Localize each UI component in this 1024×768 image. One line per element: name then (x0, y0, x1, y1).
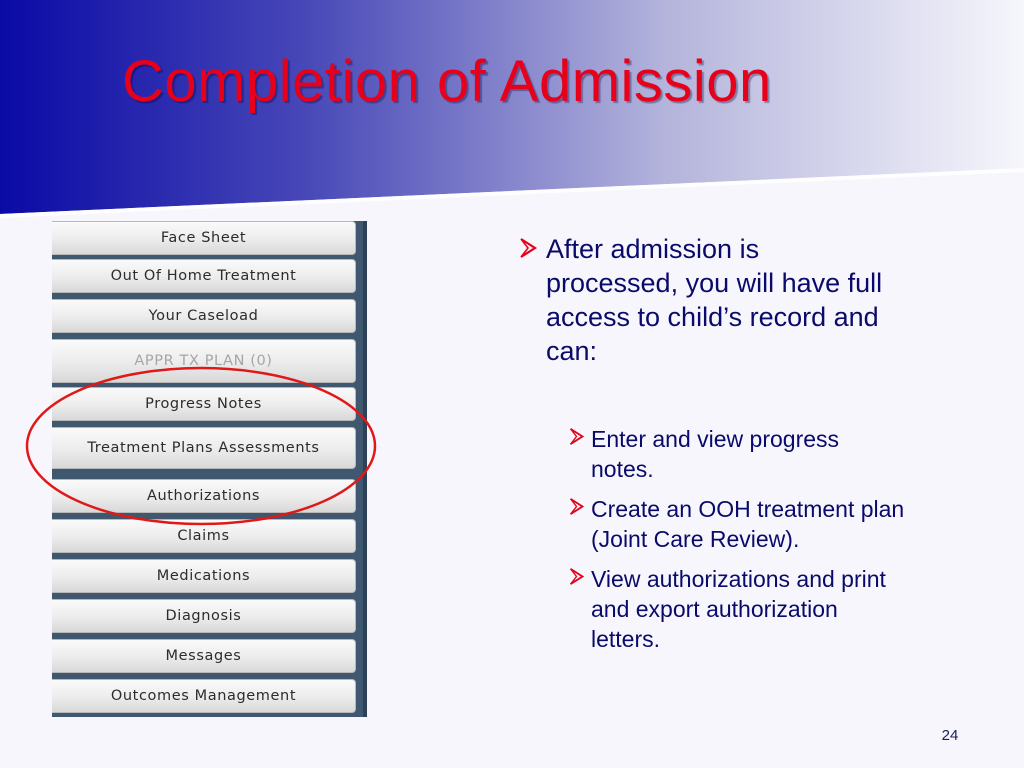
arrow-bullet-icon (568, 496, 585, 517)
sub-bullet (568, 424, 908, 484)
menu-item-treatment-plans-assessments[interactable]: Treatment Plans Assessments (52, 427, 356, 469)
navigation-menu (52, 221, 367, 717)
menu-item-face-sheet[interactable]: Face Sheet (52, 221, 356, 255)
sub-bullet (568, 494, 908, 554)
main-bullet-text: After admission is processed, you will have full access to child’s record and can: (546, 234, 883, 366)
menu-item-outcomes-management[interactable]: Outcomes Management (52, 679, 356, 713)
arrow-bullet-icon (568, 426, 585, 447)
slide-number: 24 (941, 727, 959, 744)
menu-item-medications[interactable]: Medications (52, 559, 356, 593)
arrow-bullet-icon (568, 566, 585, 587)
sub-bullet-list (568, 424, 908, 664)
menu-item-claims[interactable]: Claims (52, 519, 356, 553)
slide-title: Completion of Admission (122, 49, 772, 114)
arrow-bullet-icon (518, 236, 538, 260)
menu-item-messages[interactable]: Messages (52, 639, 356, 673)
menu-item-your-caseload[interactable]: Your Caseload (52, 299, 356, 333)
menu-item-progress-notes[interactable]: Progress Notes (52, 387, 356, 421)
main-bullet (518, 232, 898, 368)
menu-item-out-of-home-treatment[interactable]: Out Of Home Treatment (52, 259, 356, 293)
sub-bullet (568, 564, 908, 654)
menu-item-appr-tx-plan[interactable]: APPR TX PLAN (0) (52, 339, 356, 383)
sub-bullet-text: Enter and view progress notes. (591, 426, 840, 482)
sub-bullet-text: View authorizations and print and export authorization letters. (591, 566, 886, 652)
menu-item-authorizations[interactable]: Authorizations (52, 479, 356, 513)
menu-item-diagnosis[interactable]: Diagnosis (52, 599, 356, 633)
sub-bullet-text: Create an OOH treatment plan (Joint Care Review). (591, 496, 905, 552)
